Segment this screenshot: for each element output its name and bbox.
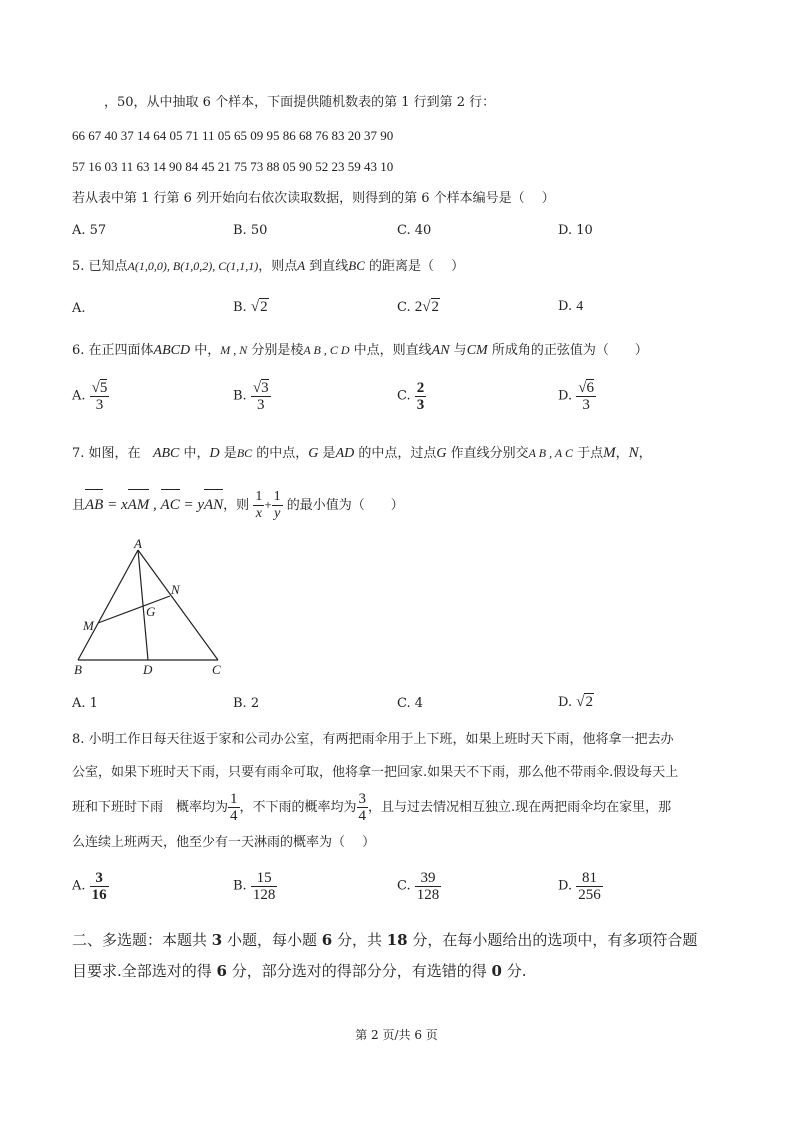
q8-option-a[interactable]: A. $\frac{3}{16}$ [72, 870, 107, 903]
q7-question: 7. 如图，在 ABC 中，D 是BC 的中点，G 是AD 的中点，过点G 作直线分别交A B , A C 于点M，N， [72, 445, 652, 461]
label-D: D [143, 662, 153, 677]
label-B: B [74, 662, 82, 677]
q8-line-2: 公室，如果下班时天下雨，只要有雨伞可取，他将拿一把回家.如果天不下雨，那么他不带雨伞.假设每天上 [72, 765, 679, 780]
q7-option-c[interactable]: C. 4 [397, 696, 424, 711]
q4-option-d[interactable]: D. 10 [558, 223, 593, 238]
q7-option-b[interactable]: B. 2 [233, 696, 260, 711]
section-2-line-2: 目要求.全部选对的得 6 分，部分选对的得部分分，有选错的得 0 分. [72, 962, 527, 980]
q8-option-c[interactable]: C. $\frac{39}{128}$ [397, 870, 440, 903]
fraction: $\frac{3}{16}$ [91, 870, 107, 903]
random-table-row-1: 66 67 40 37 14 64 05 71 11 05 65 09 95 86 68 76 83 20 37 90 [72, 128, 394, 143]
q7-option-a[interactable]: A. 1 [72, 696, 98, 711]
q7-option-d[interactable]: D. √2 [558, 694, 593, 710]
q8-option-d[interactable]: D. $\frac{81}{256}$ [558, 870, 601, 903]
q6-option-a[interactable]: A. $\frac{√5}{3}$ [72, 380, 108, 413]
q8-line-3: 班和下班时下雨 概率均为 $\frac{1}{4}$ ，不下雨的概率均为 $\frac{3}{4}$ ，且与过去情况相互独立.现在两把雨伞均在家里，那 [72, 791, 672, 824]
q4-option-b[interactable]: B. 50 [233, 223, 268, 238]
fraction: $\frac{√3}{3}$ [252, 380, 269, 413]
segment-mn [98, 596, 170, 623]
random-table-row-2: 57 16 03 11 63 14 90 84 45 21 75 73 88 05 90 52 23 59 43 10 [72, 159, 394, 174]
triangle-figure [70, 536, 230, 682]
q4-question: 若从表中第 1 行第 6 列开始向右依次读取数据，则得到的第 6 个样本编号是（ ） [72, 191, 555, 206]
label-A: A [134, 536, 142, 551]
q5-option-b[interactable]: B. √2 [233, 299, 268, 315]
q4-intro: ，50，从中抽取 6 个样本，下面提供随机数表的第 1 行到第 2 行： [104, 95, 496, 110]
fraction-1-over-y: $\frac{1}{y}$ [273, 489, 281, 521]
section-2-line-1: 二、多选题：本题共 3 小题，每小题 6 分，共 18 分，在每小题给出的选项中，有多项符合题 [72, 931, 698, 949]
q6-option-c[interactable]: C. $\frac{2}{3}$ [397, 380, 425, 413]
q7-condition: 且AB = xAM , AC = yAN，则 $\frac{1}{x}$ + $\frac{1}{y}$ 的最小值为（ ） [72, 489, 404, 521]
q4-option-c[interactable]: C. 40 [397, 223, 432, 238]
page-footer: 第 2 页/共 6 页 [355, 1028, 438, 1042]
two-sqrt-2: 2√2 [414, 299, 439, 315]
q6-option-d[interactable]: D. $\frac{√6}{3}$ [558, 380, 594, 413]
fraction-1-over-x: $\frac{1}{x}$ [255, 489, 263, 521]
q5-option-d[interactable]: D. 4 [558, 299, 584, 314]
q8-line-1: 8. 小明工作日每天往返于家和公司办公室，有两把雨伞用于上下班，如果上班时天下雨，他将拿一把去办 [72, 732, 674, 747]
q8-line-4: 么连续上班两天，他至少有一天淋雨的概率为（ ） [72, 835, 376, 850]
sqrt-2: √2 [250, 299, 268, 315]
segment-ab [78, 550, 138, 660]
fraction: $\frac{√5}{3}$ [91, 380, 108, 413]
q6-option-b[interactable]: B. $\frac{√3}{3}$ [233, 380, 269, 413]
fraction: $\frac{15}{128}$ [252, 870, 276, 903]
label-N: N [171, 582, 180, 597]
q5-option-a[interactable]: A. [72, 301, 86, 316]
q4-option-a[interactable]: A. 57 [72, 223, 107, 238]
q5-question: 5. 已知点A(1,0,0), B(1,0,2), C(1,1,1)，则点A 到直线BC 的距离是（ ） [72, 258, 465, 274]
fraction: $\frac{√6}{3}$ [578, 380, 594, 413]
fraction: $\frac{81}{256}$ [578, 870, 601, 903]
label-C: C [212, 662, 221, 677]
fraction-3-4: $\frac{3}{4}$ [358, 791, 367, 824]
fraction: $\frac{39}{128}$ [416, 870, 440, 903]
q6-question: 6. 在正四面体ABCD 中，M , N 分别是棱A B , C D 中点，则直线AN 与CM 所成角的正弦值为（ ） [72, 343, 648, 358]
sqrt-2: √2 [576, 694, 593, 710]
q5-option-c[interactable]: C. 2√2 [397, 299, 439, 315]
label-M: M [83, 618, 94, 633]
label-G: G [146, 604, 156, 619]
fraction: $\frac{2}{3}$ [416, 380, 425, 413]
q8-option-b[interactable]: B. $\frac{15}{128}$ [233, 870, 276, 903]
fraction-1-4: $\frac{1}{4}$ [230, 791, 238, 824]
